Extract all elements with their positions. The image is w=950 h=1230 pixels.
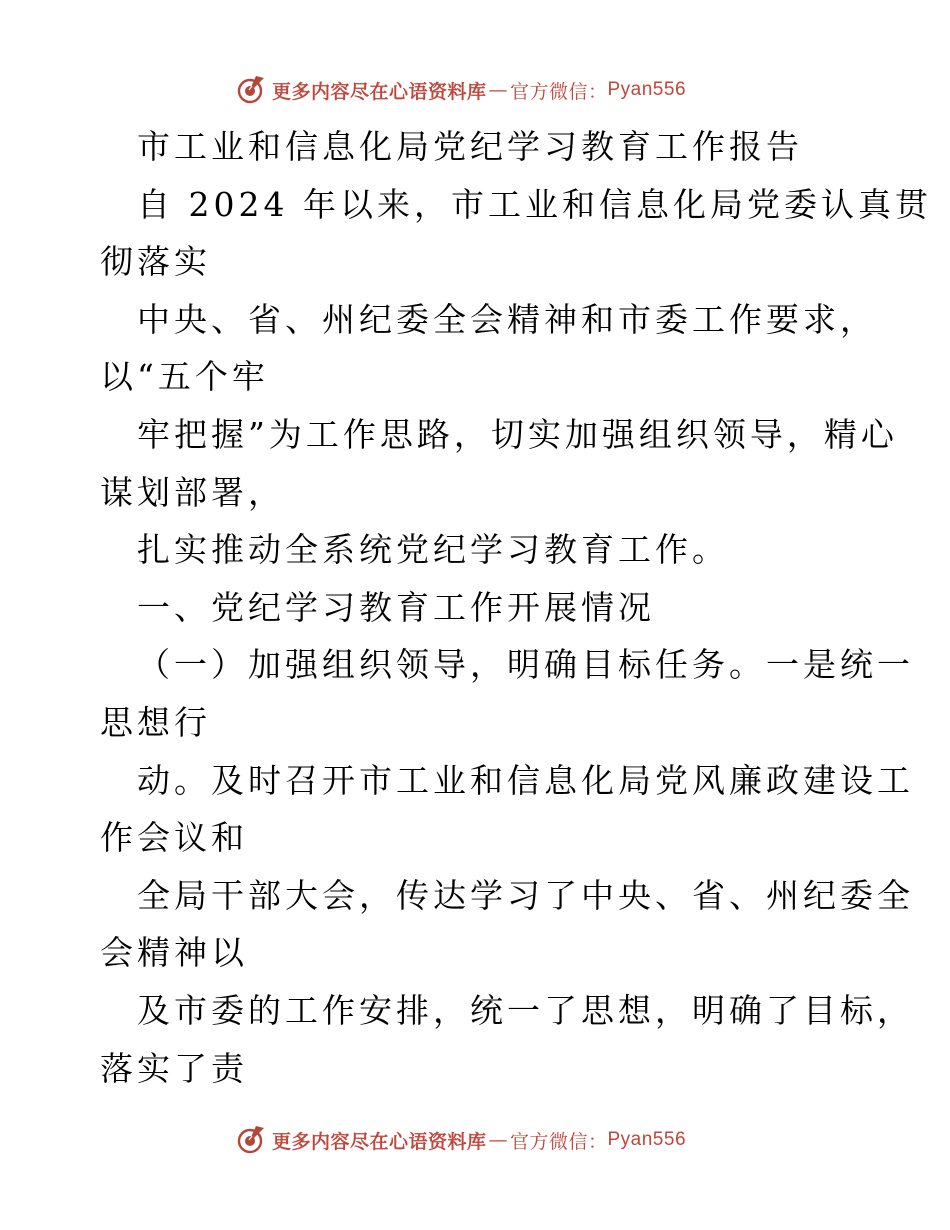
paragraph-line: 谋划部署， [100,472,285,512]
document-title: 市工业和信息化局党纪学习教育工作报告 [137,127,803,166]
paragraph-line: （一）加强组织领导，明确目标任务。一是统一 [137,645,914,685]
header-contact-id: Pyan556 [607,79,687,100]
quill-seal-icon [234,1124,266,1156]
footer-contact-id: Pyan556 [607,1129,687,1150]
section-heading: 一、党纪学习教育工作开展情况 [137,587,655,627]
paragraph-line: 会精神以 [100,933,248,973]
paragraph-line: 落实了责 [100,1048,248,1088]
paragraph-line: 扎实推动全系统党纪学习教育工作。 [137,530,729,570]
paragraph-line: 作会议和 [100,818,248,858]
paragraph-line: 思想行 [100,702,211,742]
paragraph-line: 中央、省、州纪委全会精神和市委工作要求， [137,299,877,339]
paragraph-line: 彻落实 [100,242,211,282]
paragraph-line: 及市委的工作安排，统一了思想，明确了目标， [137,990,914,1030]
footer-separator: — [488,1129,508,1151]
paragraph-line: 牢把握”为工作思路，切实加强组织领导，精心 [137,414,898,454]
header-main-text: 更多内容尽在心语资料库 [271,80,487,103]
header-contact-label: 官方微信： [509,80,608,103]
paragraph-line: 自 2024 年以来，市工业和信息化局党委认真贯 [137,184,932,224]
quill-seal-icon [234,74,266,106]
header-watermark [0,70,950,110]
footer-main-text: 更多内容尽在心语资料库 [271,1130,487,1153]
paragraph-line: 全局干部大会，传达学习了中央、省、州纪委全 [137,875,914,915]
paragraph-line: 动。及时召开市工业和信息化局党风廉政建设工 [137,760,914,800]
paragraph-line: 以“五个牢 [100,357,269,397]
footer-watermark [0,1120,950,1160]
header-separator: — [488,79,508,101]
document-body [100,118,932,1097]
footer-contact-label: 官方微信： [509,1130,608,1153]
